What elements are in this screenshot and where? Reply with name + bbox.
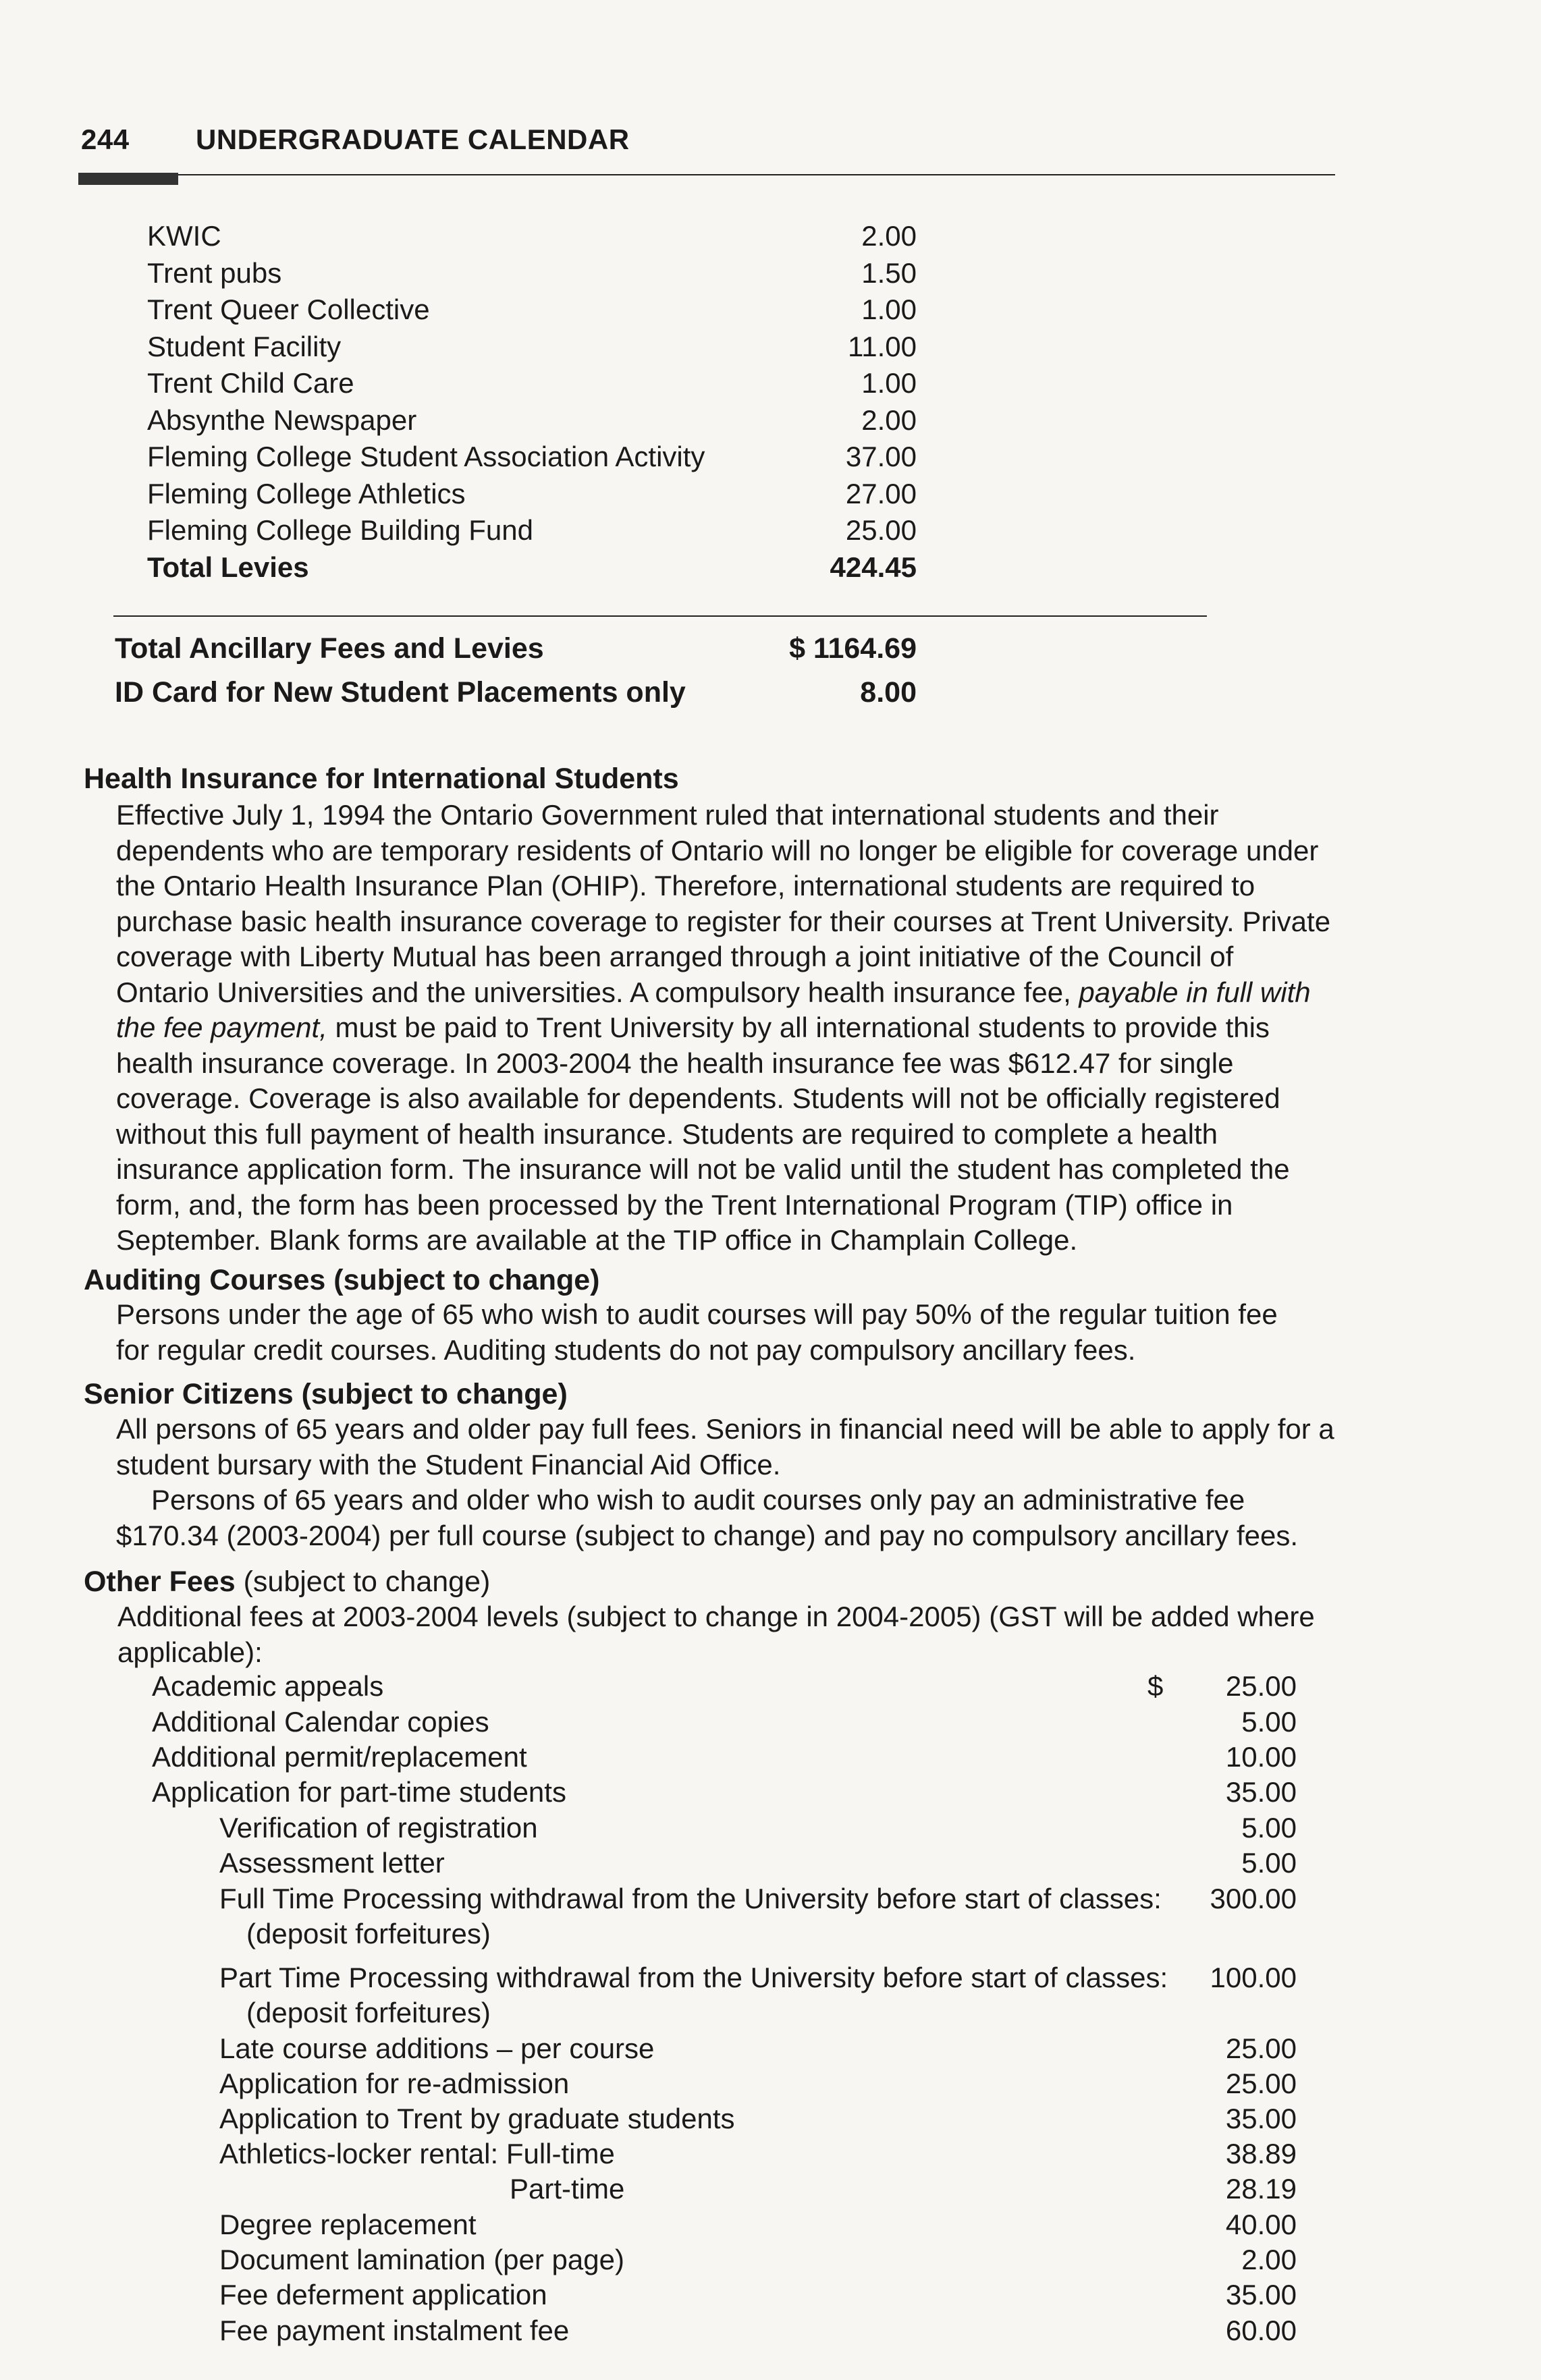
fee-label: (deposit forfeitures) [246,1918,491,1949]
total-ancillary-row: Total Ancillary Fees and Levies $ 1164.69 [115,632,917,665]
levy-row: Fleming College Athletics 27.00 [147,478,917,509]
fee-amount: 40.00 [1225,2209,1297,2240]
other-fees-heading: Other Fees (subject to change) [84,1566,491,1598]
fee-label: (deposit forfeitures) [246,1997,491,2028]
senior-citizens-heading: Senior Citizens (subject to change) [84,1378,568,1410]
health-insurance-heading: Health Insurance for International Students [84,763,679,795]
fee-label: Late course additions – per course [219,2032,655,2064]
fee-amount: 25.00 [1225,2032,1297,2064]
fee-amount: 35.00 [1225,1776,1297,1808]
fee-label: Application for re-admission [219,2068,570,2099]
fee-label: Fee payment instalment fee [219,2315,570,2346]
fee-amount: 25.00 [1225,2068,1297,2099]
fee-label: Application for part-time students [152,1776,566,1808]
levy-row: Trent pubs 1.50 [147,257,917,289]
totals-rule [113,615,1207,617]
total-levies-row: Total Levies 424.45 [147,551,917,583]
fee-label: Additional permit/replacement [152,1741,527,1773]
fee-amount: 300.00 [1210,1883,1297,1914]
fee-amount: 5.00 [1241,1706,1297,1738]
auditing-heading: Auditing Courses (subject to change) [84,1264,600,1296]
fee-amount: 100.00 [1210,1962,1297,1993]
fee-amount: 38.89 [1225,2138,1297,2169]
fee-amount: 5.00 [1241,1812,1297,1844]
other-fees-intro: Additional fees at 2003-2004 levels (subject to change in 2004-2005) (GST will be added where applicable): [117,1601,1315,1668]
header-tab-mark [78,173,178,185]
id-card-row: ID Card for New Student Placements only 8.00 [115,676,917,709]
running-header [81,123,630,156]
fee-label: Document lamination (per page) [219,2244,624,2275]
fee-label: Verification of registration [219,1812,538,1844]
fee-label: Part Time Processing withdrawal from the University before start of classes: [219,1962,1168,1993]
fee-label: Full Time Processing withdrawal from the University before start of classes: [219,1883,1162,1914]
fee-amount: 60.00 [1225,2315,1297,2346]
levy-row: Absynthe Newspaper 2.00 [147,404,917,436]
fee-amount: 35.00 [1225,2279,1297,2310]
health-insurance-text: Effective July 1, 1994 the Ontario Government ruled that international students and their dependents who are temporary residents of Ontario will no longer be eligible for coverage under the Ontario Health Insurance Plan (OHIP). Therefore, international students are required to purchase basic health insurance coverage to register for their courses at Trent University. Private coverage with Liberty Mutual has been arranged through a joint initiative of the Council of Ontario Universities and the universities. A compulsory health insurance fee, payable in full with the fee payment, must be paid to Trent University by all international students to provide this health insurance coverage. In 2003-2004 the health insurance fee was $612.47 for single coverage. Coverage is also available for dependents. Students will not be officially registered without this full payment of health insurance. Students are required to complete a health insurance application form. The insurance will not be valid until the student has completed the form, and, the form has been processed by the Trent International Program (TIP) office in September. Blank forms are available at the TIP office in Champlain College. [116,799,1331,1256]
fee-amount: 25.00 [1225,1670,1297,1702]
header-rule [78,174,1335,175]
levy-row: Fleming College Student Association Activity 37.00 [147,441,917,472]
levy-row: Student Facility 11.00 [147,331,917,362]
fee-amount: 28.19 [1225,2173,1297,2205]
fee-label: Degree replacement [219,2209,477,2240]
page-number: 244 [81,123,130,155]
fee-amount: 10.00 [1225,1741,1297,1773]
fee-label: Assessment letter [219,1847,445,1879]
fee-label: Additional Calendar copies [152,1706,489,1738]
fee-label: Part-time [510,2173,625,2205]
levy-row: Trent Queer Collective 1.00 [147,294,917,325]
calendar-title: UNDERGRADUATE CALENDAR [196,123,630,155]
currency-symbol: $ [1147,1670,1164,1702]
fee-label: Academic appeals [152,1670,384,1702]
levy-row: Fleming College Building Fund 25.00 [147,514,917,546]
fee-label: Fee deferment application [219,2279,547,2310]
fee-amount: 2.00 [1241,2244,1297,2275]
fee-amount: 5.00 [1241,1847,1297,1879]
levy-row: KWIC 2.00 [147,220,917,252]
levy-row: Trent Child Care 1.00 [147,367,917,399]
fee-label: Athletics-locker rental: Full-time [219,2138,615,2169]
auditing-text: Persons under the age of 65 who wish to audit courses will pay 50% of the regular tuition fee for regular credit courses. Auditing students do not pay compulsory ancillary fees. [116,1298,1278,1366]
fee-amount: 35.00 [1225,2103,1297,2134]
fee-label: Application to Trent by graduate students [219,2103,735,2134]
senior-citizens-text: All persons of 65 years and older pay full fees. Seniors in financial need will be able to apply for a student bursary with the Student Financial Aid Office. Persons of 65 years and older who wish to audit courses only pay an administrative fee $170.34 (2003-2004) per full course (subject to change) and pay no compulsory ancillary fees. [116,1413,1334,1551]
